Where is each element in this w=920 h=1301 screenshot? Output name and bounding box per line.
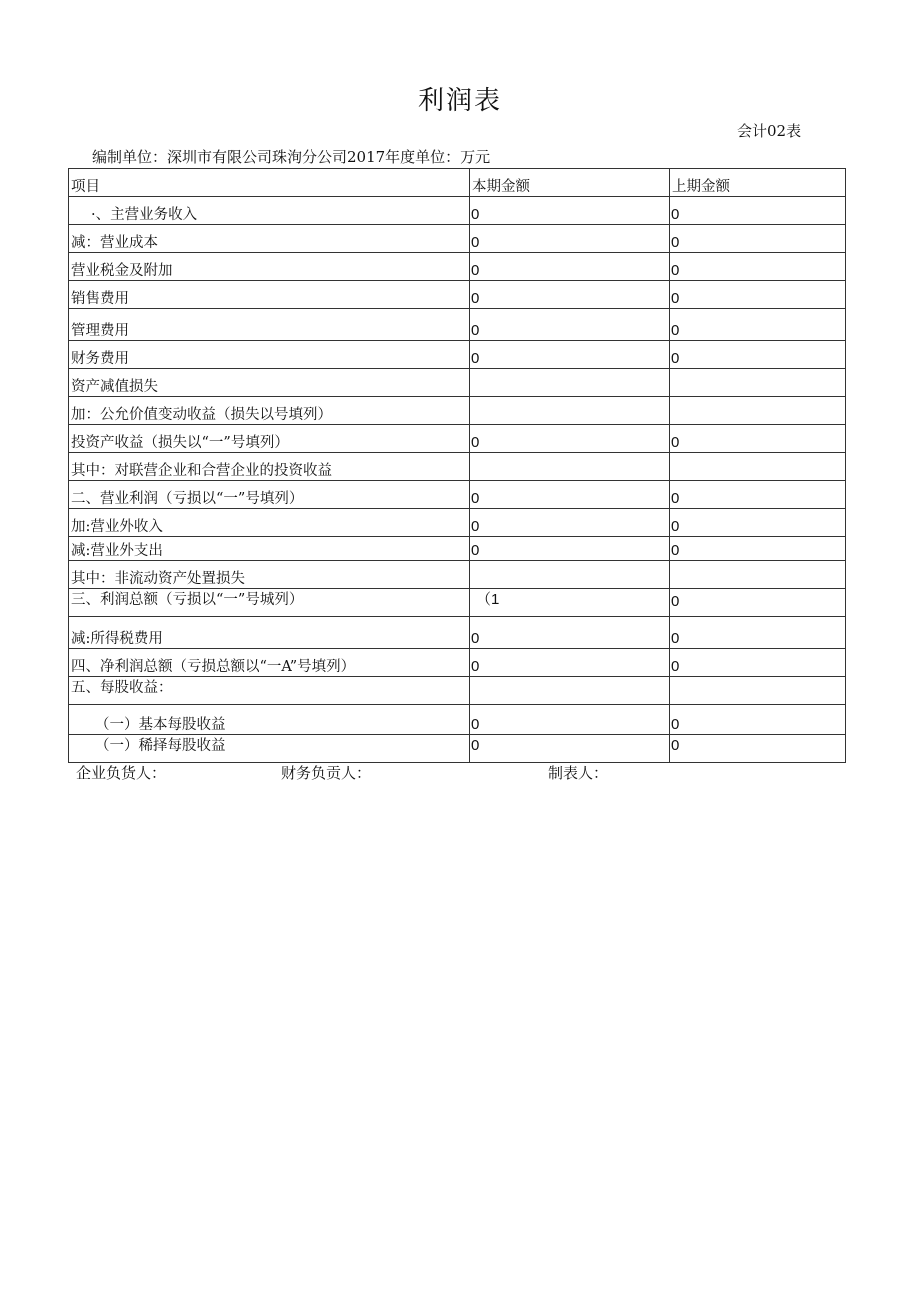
table-row: [69, 197, 846, 225]
row-previous-value: 0: [670, 309, 846, 341]
row-previous-value: 0: [670, 225, 846, 253]
row-item: 加：公允价值变动收益（损失以号填列）: [69, 397, 470, 425]
table-row: [69, 561, 846, 589]
row-current-value: 0: [470, 253, 670, 281]
row-item: 加:营业外收入: [69, 509, 470, 537]
table-row: [69, 649, 846, 677]
table-row: [69, 369, 846, 397]
header-item: 项目: [69, 169, 470, 197]
row-previous-value: [670, 397, 846, 425]
row-current-value: 0: [470, 341, 670, 369]
row-previous-value: 0: [670, 617, 846, 649]
row-previous-value: 0: [670, 253, 846, 281]
table-row: [69, 705, 846, 735]
footer-preparer: 制表人：: [548, 764, 609, 782]
row-current-value: 0: [470, 537, 670, 561]
row-current-value: 0: [470, 425, 670, 453]
row-previous-value: [670, 453, 846, 481]
table-row: [69, 509, 846, 537]
table-row: [69, 309, 846, 341]
row-current-value: 0: [470, 705, 670, 735]
row-current-value: [470, 677, 670, 705]
row-previous-value: 0: [670, 341, 846, 369]
row-previous-value: 0: [670, 481, 846, 509]
table-row: [69, 481, 846, 509]
row-previous-value: 0: [670, 589, 846, 617]
row-previous-value: [670, 561, 846, 589]
row-current-value: 0: [470, 309, 670, 341]
row-previous-value: 0: [670, 425, 846, 453]
footer-finance-head: 财务负贡人：: [281, 764, 372, 782]
row-item: 其中：对联营企业和合营企业的投资收益: [69, 453, 470, 481]
row-current-value: 0: [470, 735, 670, 763]
row-previous-value: 0: [670, 509, 846, 537]
row-previous-value: 0: [670, 197, 846, 225]
table-row: [69, 253, 846, 281]
header-current-period: 本期金额: [470, 169, 670, 197]
row-item: 其中：非流动资产处置损失: [69, 561, 470, 589]
row-item: 管理费用: [69, 309, 470, 341]
row-item: 三、利润总额（亏损以“一”号城列）: [69, 589, 470, 617]
table-row: [69, 677, 846, 705]
row-previous-value: 0: [670, 735, 846, 763]
row-previous-value: 0: [670, 649, 846, 677]
row-current-value: 0: [470, 509, 670, 537]
row-current-value: 0: [470, 617, 670, 649]
row-item: （一）稀择每股收益: [69, 735, 470, 763]
row-item: 营业税金及附加: [69, 253, 470, 281]
row-item: 投资产收益（损失以“一”号填列）: [69, 425, 470, 453]
table-row: [69, 425, 846, 453]
page-title: 利润表: [417, 86, 502, 116]
row-current-value: [470, 369, 670, 397]
table-row: [69, 453, 846, 481]
table-row: [69, 397, 846, 425]
row-current-value: [470, 397, 670, 425]
row-current-value: 0: [470, 197, 670, 225]
row-item: 财务费用: [69, 341, 470, 369]
income-statement-table: [68, 168, 846, 763]
row-item: 减:营业外支出: [69, 537, 470, 561]
row-current-value: 0: [470, 281, 670, 309]
row-item: 销售费用: [69, 281, 470, 309]
row-item: 减:所得税费用: [69, 617, 470, 649]
row-previous-value: [670, 677, 846, 705]
footer-legal-representative: 企业负货人：: [76, 764, 167, 782]
row-current-value: 0: [470, 225, 670, 253]
header-previous-period: 上期金额: [670, 169, 846, 197]
row-item: 减：营业成本: [69, 225, 470, 253]
row-previous-value: 0: [670, 705, 846, 735]
row-item: （一）基本每股收益: [69, 705, 470, 735]
table-row: [69, 589, 846, 617]
row-current-value: 0: [470, 649, 670, 677]
row-current-value: 0: [470, 481, 670, 509]
row-previous-value: 0: [670, 281, 846, 309]
table-row: [69, 281, 846, 309]
row-previous-value: [670, 369, 846, 397]
table-row: [69, 225, 846, 253]
row-current-value: （1: [470, 589, 670, 617]
row-item: 四、净利润总额（亏损总额以“一A”号填列）: [69, 649, 470, 677]
form-code: 会计02表: [737, 122, 802, 140]
table-row: [69, 617, 846, 649]
table-header-row: [69, 169, 846, 197]
row-item: ·、主营业务收入: [69, 197, 470, 225]
table-row: [69, 735, 846, 763]
row-previous-value: 0: [670, 537, 846, 561]
row-current-value: [470, 453, 670, 481]
row-item: 二、营业利润（亏损以“一”号填列）: [69, 481, 470, 509]
table-row: [69, 537, 846, 561]
row-item: 资产减值损失: [69, 369, 470, 397]
row-current-value: [470, 561, 670, 589]
table-row: [69, 341, 846, 369]
row-item: 五、每股收益：: [69, 677, 470, 705]
preparer-unit-line: 编制单位：深圳市有限公司珠洵分公司2017年度单位：万元: [92, 148, 491, 166]
